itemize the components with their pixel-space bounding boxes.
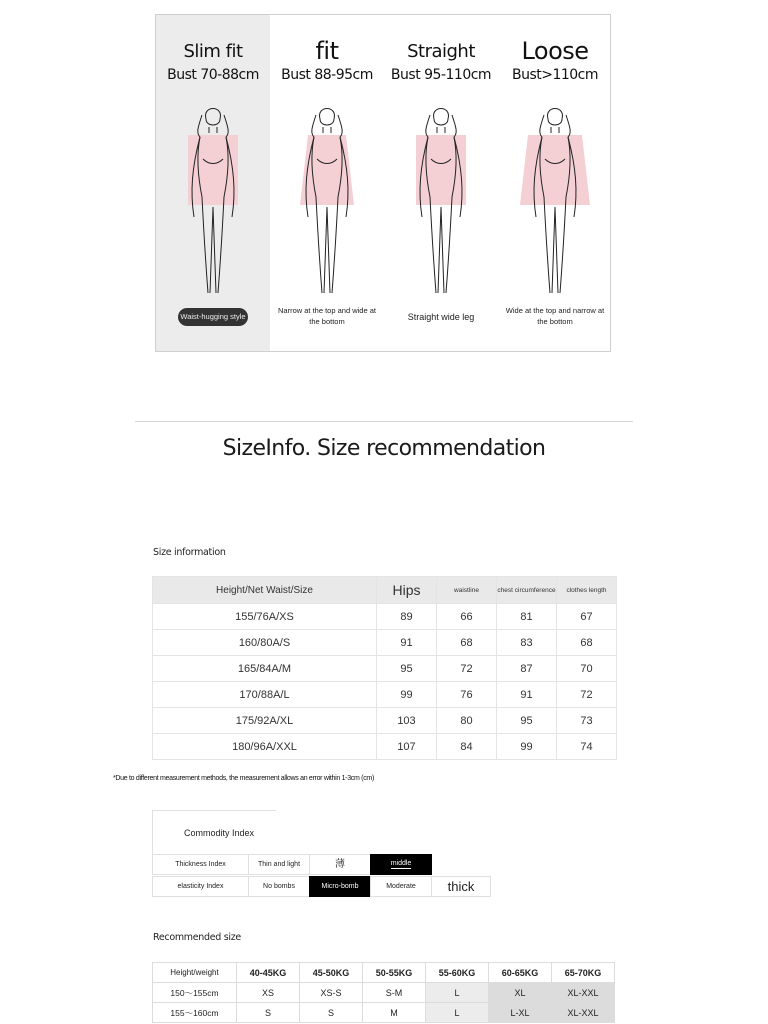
fit-name: Slim fit (183, 41, 243, 62)
table-header: 50-55KG (363, 963, 426, 983)
fit-type-fit (270, 15, 384, 351)
table-cell: 67 (557, 604, 617, 630)
size-info-label: Size information (153, 547, 226, 558)
table-cell: S (237, 1003, 300, 1023)
thickness-option-selected (370, 854, 432, 875)
table-header: Height/Net Waist/Size (153, 577, 377, 604)
body-figure-illustration (404, 97, 478, 297)
table-header: 45-50KG (300, 963, 363, 983)
table-cell: 91 (497, 682, 557, 708)
table-row (153, 630, 617, 656)
table-header-row (153, 963, 615, 983)
table-cell: 170/88A/L (153, 682, 377, 708)
commodity-index-title: Commodity Index (152, 810, 276, 854)
fit-bust: Bust 95-110cm (390, 67, 492, 83)
table-cell: 81 (497, 604, 557, 630)
fit-type-panel (155, 14, 611, 352)
table-cell: 87 (497, 656, 557, 682)
table-cell: XL-XXL (552, 983, 615, 1003)
table-cell: 155～160cm (153, 1003, 237, 1023)
table-cell: 103 (377, 708, 437, 734)
table-cell: L (426, 1003, 489, 1023)
fit-name: fit (315, 37, 339, 65)
thickness-option: 薄 (309, 854, 371, 875)
thickness-extra-label: thick (431, 876, 491, 897)
table-cell: 160/80A/S (153, 630, 377, 656)
fit-bust: Bust>110cm (511, 67, 599, 83)
table-cell: XS (237, 983, 300, 1003)
table-cell: 68 (557, 630, 617, 656)
thickness-index-row (152, 854, 431, 875)
section-divider (135, 421, 633, 422)
table-cell: 155/76A/XS (153, 604, 377, 630)
fit-type-loose (498, 15, 612, 351)
thickness-option: Thin and light (248, 854, 310, 875)
table-cell: 91 (377, 630, 437, 656)
recommended-size-table (152, 962, 615, 1023)
table-header: Height/weight (153, 963, 237, 983)
table-header: 40-45KG (237, 963, 300, 983)
table-cell: 99 (377, 682, 437, 708)
table-header-row (153, 577, 617, 604)
table-cell: 72 (557, 682, 617, 708)
table-cell: L (426, 983, 489, 1003)
table-cell: XL (489, 983, 552, 1003)
table-row (153, 983, 615, 1003)
table-cell: 95 (497, 708, 557, 734)
table-cell: 99 (497, 734, 557, 760)
table-cell: L-XL (489, 1003, 552, 1023)
table-header: clothes length (557, 577, 617, 604)
table-cell: XL-XXL (552, 1003, 615, 1023)
table-cell: 165/84A/M (153, 656, 377, 682)
table-row (153, 734, 617, 760)
body-figure-illustration (290, 97, 364, 297)
table-cell: 72 (437, 656, 497, 682)
table-header: 60-65KG (489, 963, 552, 983)
table-cell: 68 (437, 630, 497, 656)
table-row (153, 604, 617, 630)
table-cell: 70 (557, 656, 617, 682)
page-title: SizeInfo. Size recommendation (222, 436, 546, 461)
elasticity-option: Moderate (370, 876, 432, 897)
table-cell: 180/96A/XXL (153, 734, 377, 760)
thickness-option-selected-label: middle (390, 860, 412, 867)
table-cell: 84 (437, 734, 497, 760)
fit-bust: Bust 88-95cm (281, 67, 373, 83)
table-cell: 95 (377, 656, 437, 682)
table-header: 55-60KG (426, 963, 489, 983)
fit-name: Loose (521, 37, 589, 65)
table-cell: XS-S (300, 983, 363, 1003)
elasticity-index-label: elasticity Index (152, 876, 249, 897)
body-figure-illustration (176, 97, 250, 297)
table-row (153, 708, 617, 734)
elasticity-option: No bombs (248, 876, 310, 897)
table-cell: M (363, 1003, 426, 1023)
elasticity-index-row (152, 876, 490, 897)
fit-description: Straight wide leg (407, 312, 475, 322)
table-cell: 175/92A/XL (153, 708, 377, 734)
table-header: 65-70KG (552, 963, 615, 983)
table-row (153, 682, 617, 708)
table-cell: 74 (557, 734, 617, 760)
size-info-table (152, 576, 617, 760)
table-cell: 83 (497, 630, 557, 656)
recommended-size-label: Recommended size (153, 932, 241, 943)
table-cell: 73 (557, 708, 617, 734)
table-row (153, 1003, 615, 1023)
table-cell: 76 (437, 682, 497, 708)
measurement-footnote: *Due to different measurement methods, the measurement allows an error within 1-3cm (cm) (113, 775, 374, 782)
table-cell: 89 (377, 604, 437, 630)
fit-name: Straight (407, 41, 475, 62)
fit-description: Wide at the top and narrow at the bottom (505, 306, 605, 326)
fit-type-slim (156, 15, 270, 351)
table-cell: 66 (437, 604, 497, 630)
fit-description: Narrow at the top and wide at the bottom (278, 306, 376, 326)
table-header: Hips (377, 577, 437, 604)
table-cell: 150～155cm (153, 983, 237, 1003)
table-cell: 107 (377, 734, 437, 760)
table-row (153, 656, 617, 682)
fit-type-straight (384, 15, 498, 351)
elasticity-option-selected: Micro-bomb (309, 876, 371, 897)
body-figure-illustration (518, 97, 592, 297)
fit-bust: Bust 70-88cm (167, 67, 259, 83)
table-header: chest circumference (497, 577, 557, 604)
thickness-index-label: Thickness Index (152, 854, 249, 875)
table-cell: S (300, 1003, 363, 1023)
table-cell: S-M (363, 983, 426, 1003)
fit-description: Waist-hugging style (178, 308, 248, 326)
table-header: waistline (437, 577, 497, 604)
table-cell: 80 (437, 708, 497, 734)
